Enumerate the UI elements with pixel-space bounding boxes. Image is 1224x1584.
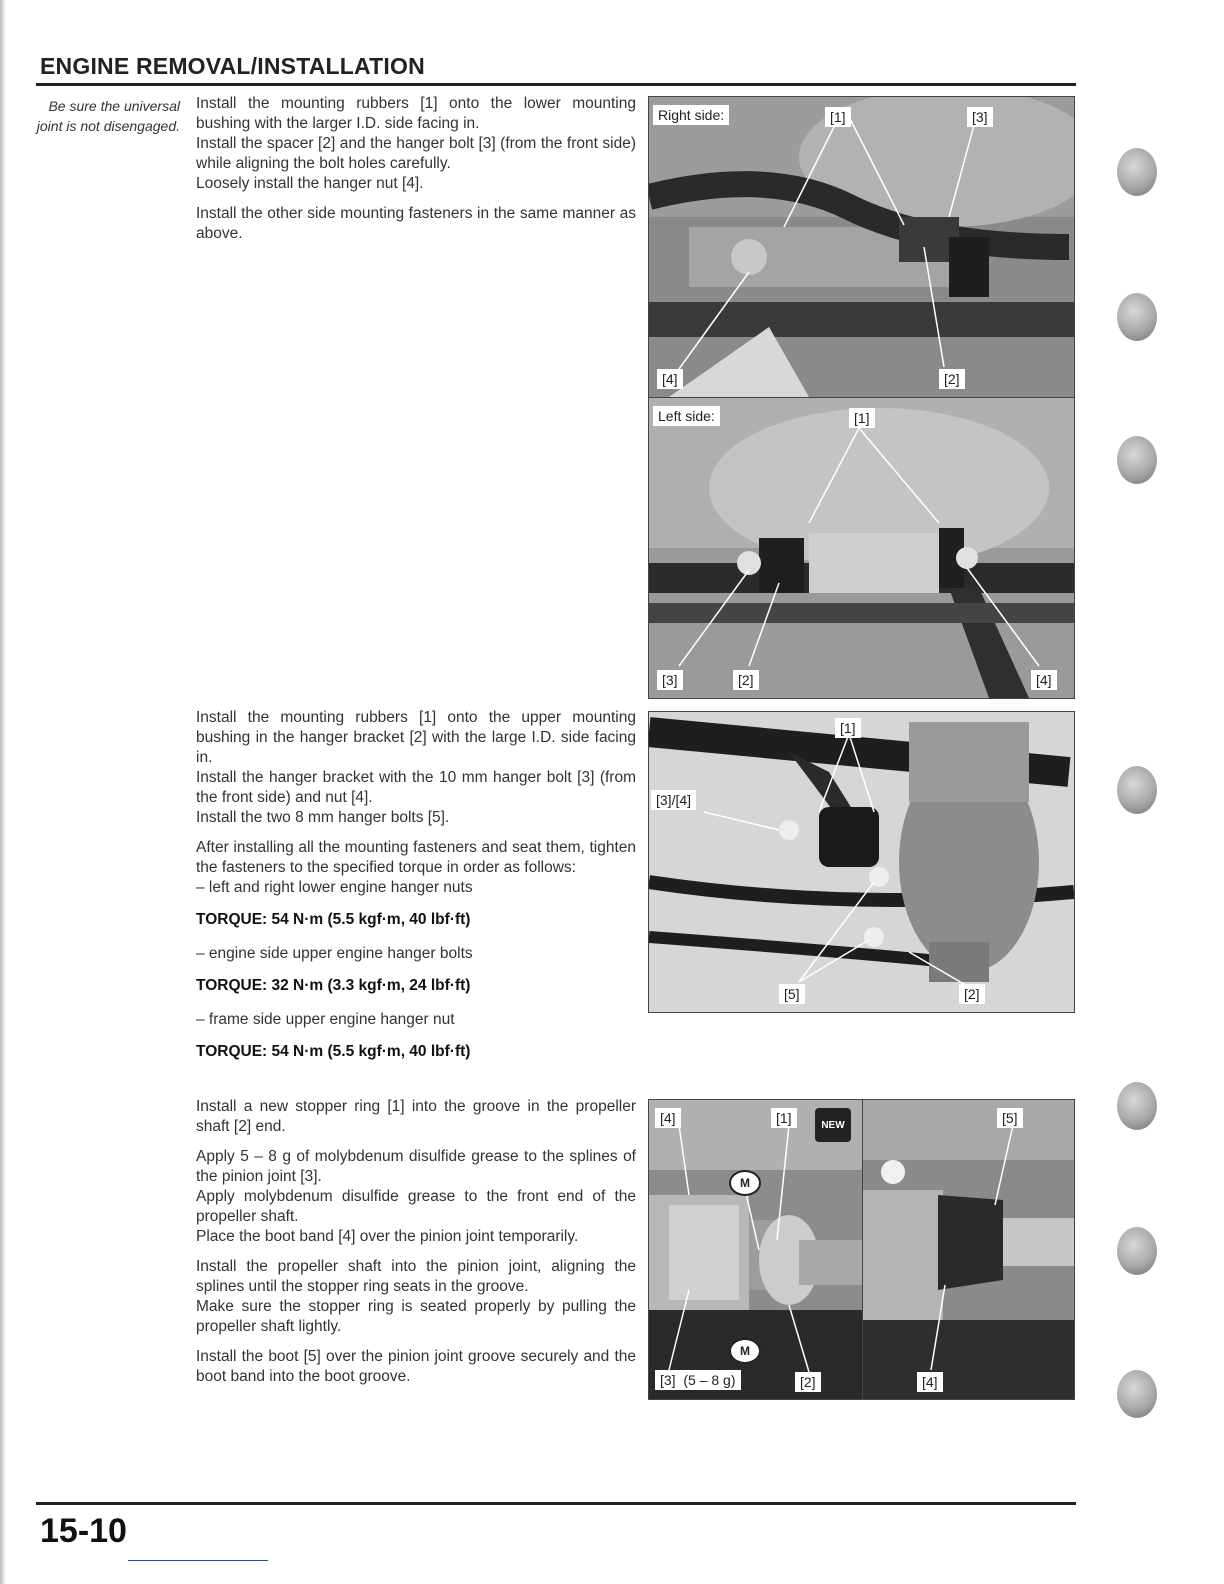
right-label-3: [3]	[967, 107, 993, 127]
right-label-1: [1]	[825, 107, 851, 127]
s3-p3-line2: Make sure the stopper ring is seated properly by pulling the propeller shaft lightly.	[196, 1298, 636, 1335]
section2-text	[196, 708, 636, 1072]
footer-link-underline	[128, 1560, 268, 1561]
left-side-illustration	[649, 398, 1074, 698]
s1-line2: Install the spacer [2] and the hanger bolt [3] (from the front side) while aligning the bolt holes carefully.	[196, 135, 636, 172]
step3-torque: TORQUE: 54 N·m (5.5 kgf·m, 40 lbf·ft)	[196, 1043, 471, 1060]
right-label-2: [2]	[939, 369, 965, 389]
photo-propeller-shaft-joint	[648, 1099, 863, 1400]
boot-illustration	[863, 1100, 1074, 1399]
section3-text	[196, 1097, 636, 1397]
footer-rule	[36, 1502, 1076, 1505]
photo-right-side	[648, 96, 1075, 398]
s2-line2: Install the hanger bracket with the 10 mm hanger bolt [3] (from the front side) and nut [4].	[196, 769, 636, 806]
moly-grease-icon-2: M	[729, 1338, 761, 1364]
shaft-a-label-3-text: [3]	[660, 1372, 676, 1388]
side-note: Be sure the universal joint is not disengaged.	[36, 98, 180, 134]
section-tab-5	[1117, 1082, 1157, 1130]
shaft-a-label-1: [1]	[771, 1108, 797, 1128]
step3-item: – frame side upper engine hanger nut	[196, 1011, 455, 1028]
left-label-3: [3]	[657, 670, 683, 690]
s3-p3-line1: Install the propeller shaft into the pinion joint, aligning the splines until the stopper ring seats in the groove.	[196, 1258, 636, 1295]
section1-text	[196, 94, 636, 254]
left-side-caption: Left side:	[653, 406, 720, 426]
upper-label-1: [1]	[835, 718, 861, 738]
upper-hanger-illustration	[649, 712, 1074, 1012]
upper-label-2: [2]	[959, 984, 985, 1004]
step1-torque: TORQUE: 54 N·m (5.5 kgf·m, 40 lbf·ft)	[196, 911, 471, 928]
upper-label-3-4: [3]/[4]	[651, 790, 696, 810]
s2-para2: After installing all the mounting fasteners and seat them, tighten the fasteners to the specified torque in order as follows:	[196, 839, 636, 876]
section-tab-6	[1117, 1227, 1157, 1275]
shaft-a-label-4: [4]	[655, 1108, 681, 1128]
s3-p2-line3: Place the boot band [4] over the pinion joint temporarily.	[196, 1228, 579, 1245]
page-number: 15-10	[40, 1512, 127, 1550]
s2-line3: Install the two 8 mm hanger bolts [5].	[196, 809, 450, 826]
section-tab-7	[1117, 1370, 1157, 1418]
page-title: ENGINE REMOVAL/INSTALLATION	[40, 53, 425, 79]
left-label-4: [4]	[1031, 670, 1057, 690]
step2-item: – engine side upper engine hanger bolts	[196, 945, 473, 962]
right-label-4: [4]	[657, 369, 683, 389]
photo-left-side	[648, 397, 1075, 699]
upper-label-5: [5]	[779, 984, 805, 1004]
photo-upper-hanger	[648, 711, 1075, 1013]
section-tab-2	[1117, 293, 1157, 341]
moly-grease-icon: M	[729, 1170, 761, 1196]
s1-line3: Loosely install the hanger nut [4].	[196, 175, 424, 192]
s3-para1: Install a new stopper ring [1] into the groove in the propeller shaft [2] end.	[196, 1098, 636, 1135]
right-side-illustration	[649, 97, 1074, 397]
shaft-b-label-5: [5]	[997, 1108, 1023, 1128]
s3-p2-line2: Apply molybdenum disulfide grease to the front end of the propeller shaft.	[196, 1188, 636, 1225]
section-tab-3	[1117, 436, 1157, 484]
s2-line1: Install the mounting rubbers [1] onto the upper mounting bushing in the hanger bracket [2] with the large I.D. side facing in.	[196, 709, 636, 766]
step1-item: – left and right lower engine hanger nuts	[196, 879, 473, 896]
page-spine-shadow	[0, 0, 6, 1584]
s3-p2-line1: Apply 5 – 8 g of molybdenum disulfide grease to the splines of the pinion joint [3].	[196, 1148, 636, 1185]
s1-line1: Install the mounting rubbers [1] onto the lower mounting bushing with the larger I.D. side facing in.	[196, 95, 636, 132]
shaft-a-label-2: [2]	[795, 1372, 821, 1392]
shaft-a-label-3	[655, 1370, 741, 1390]
shaft-b-label-4: [4]	[917, 1372, 943, 1392]
left-label-2: [2]	[733, 670, 759, 690]
left-label-1: [1]	[849, 408, 875, 428]
section-tab-1	[1117, 148, 1157, 196]
s1-para2: Install the other side mounting fasteners in the same manner as above.	[196, 205, 636, 242]
new-part-icon: NEW	[815, 1108, 851, 1142]
section-tab-4	[1117, 766, 1157, 814]
step2-torque: TORQUE: 32 N·m (3.3 kgf·m, 24 lbf·ft)	[196, 977, 471, 994]
s3-para4: Install the boot [5] over the pinion joint groove securely and the boot band into the boot groove.	[196, 1348, 636, 1385]
header-rule	[36, 83, 1076, 86]
grease-quantity: (5 – 8 g)	[683, 1372, 736, 1388]
photo-boot-installed	[862, 1099, 1075, 1400]
right-side-caption: Right side:	[653, 105, 729, 125]
